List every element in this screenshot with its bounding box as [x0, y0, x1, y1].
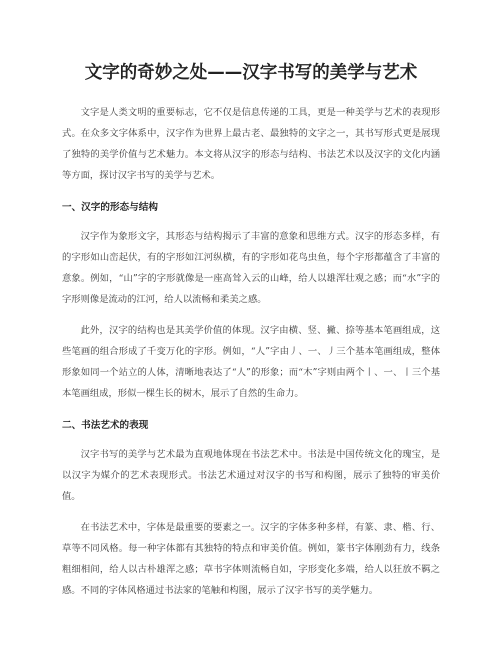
section-2-paragraph-2: 在书法艺术中，字体是最重要的要素之一。汉字的字体多种多样，有篆、隶、楷、行、草等不同风格。每一种字体都有其独特的特点和审美价值。例如，篆书字体刚劲有力，线条粗细相间，给人以古朴雄浑之感；草书字体则流畅自如，字形变化多端，给人以狂放不羁之感。不同的字体风格通过书法家的笔触和构图，展示了汉字书写的美学魅力。	[62, 522, 440, 596]
section-1-paragraph-2: 此外，汉字的结构也是其美学价值的体现。汉字由横、竖、撇、捺等基本笔画组成，这些笔画的组合形成了千变万化的字形。例如，“人”字由丿、一、丿三个基本笔画组成，整体形象如同一个站立的人体，清晰地表达了“人”的形象；而“木”字则由两个丨、一、丨三个基本笔画组成，形似一棵生长的树木，展示了自然的生命力。	[62, 325, 440, 399]
section-1-paragraph-1: 汉字作为象形文字，其形态与结构揭示了丰富的意象和思维方式。汉字的形态多样，有的字形如山峦起伏，有的字形如江河纵横，有的字形如花鸟虫鱼，每个字形都蕴含了丰富的意象。例如，“山”字的字形就像是一座高耸入云的山峰，给人以雄浑壮观之感；而“水”字的字形则像是流动的江河，给人以流畅和柔美之感。	[62, 231, 440, 305]
section-2-paragraph-1: 汉字书写的美学与艺术最为直观地体现在书法艺术中。书法是中国传统文化的瑰宝，是以汉字为媒介的艺术表现形式。书法艺术通过对汉字的书写和构图，展示了独特的审美价值。	[62, 449, 440, 502]
section-heading-calligraphy: 二、书法艺术的表现	[62, 420, 149, 431]
document-title: 文字的奇妙之处——汉字书写的美学与艺术	[84, 63, 418, 83]
section-heading-form-structure: 一、汉字的形态与结构	[62, 202, 158, 213]
intro-paragraph: 文字是人类文明的重要标志，它不仅是信息传递的工具，更是一种美学与艺术的表现形式。在众多文字体系中，汉字作为世界上最古老、最独特的文字之一，其书写形式更是展现了独特的美学价值与艺术魅力。本文将从汉字的形态与结构、书法艺术以及汉字的文化内涵等方面，探讨汉字书写的美学与艺术。	[62, 107, 440, 181]
